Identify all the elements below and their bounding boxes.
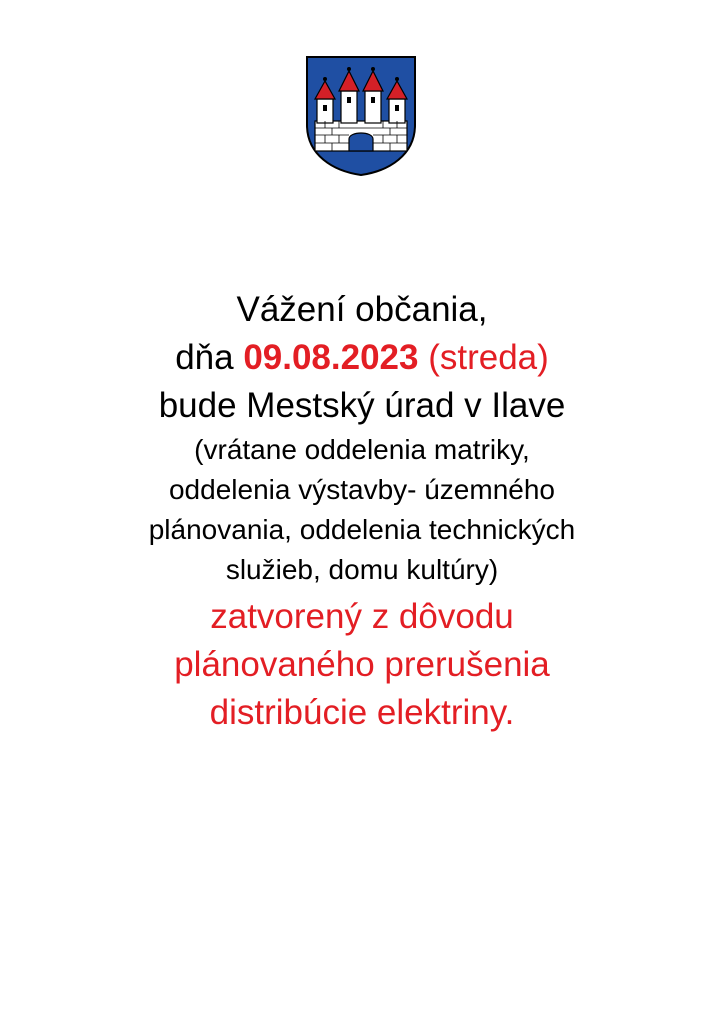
greeting: Vážení občania, bbox=[236, 290, 488, 329]
details-line: oddelenia výstavby- územného bbox=[168, 474, 555, 505]
closure-line: zatvorený z dôvodu bbox=[210, 597, 514, 636]
date-line bbox=[0, 334, 724, 382]
details-line: služieb, domu kultúry) bbox=[225, 554, 499, 585]
closure-reason bbox=[0, 593, 724, 737]
closure-line: distribúcie elektriny. bbox=[209, 693, 515, 732]
closure-notice bbox=[0, 286, 724, 737]
details-line: (vrátane oddelenia matriky, bbox=[194, 434, 530, 465]
office-line: bude Mestský úrad v Ilave bbox=[158, 386, 566, 425]
date-prefix: dňa bbox=[175, 338, 244, 377]
details-line: plánovania, oddelenia technických bbox=[148, 514, 576, 545]
coat-of-arms-emblem bbox=[305, 55, 417, 177]
closure-date: 09.08.2023 bbox=[243, 338, 419, 377]
closure-weekday: (streda) bbox=[418, 338, 549, 377]
closure-line: plánovaného prerušenia bbox=[174, 645, 550, 684]
